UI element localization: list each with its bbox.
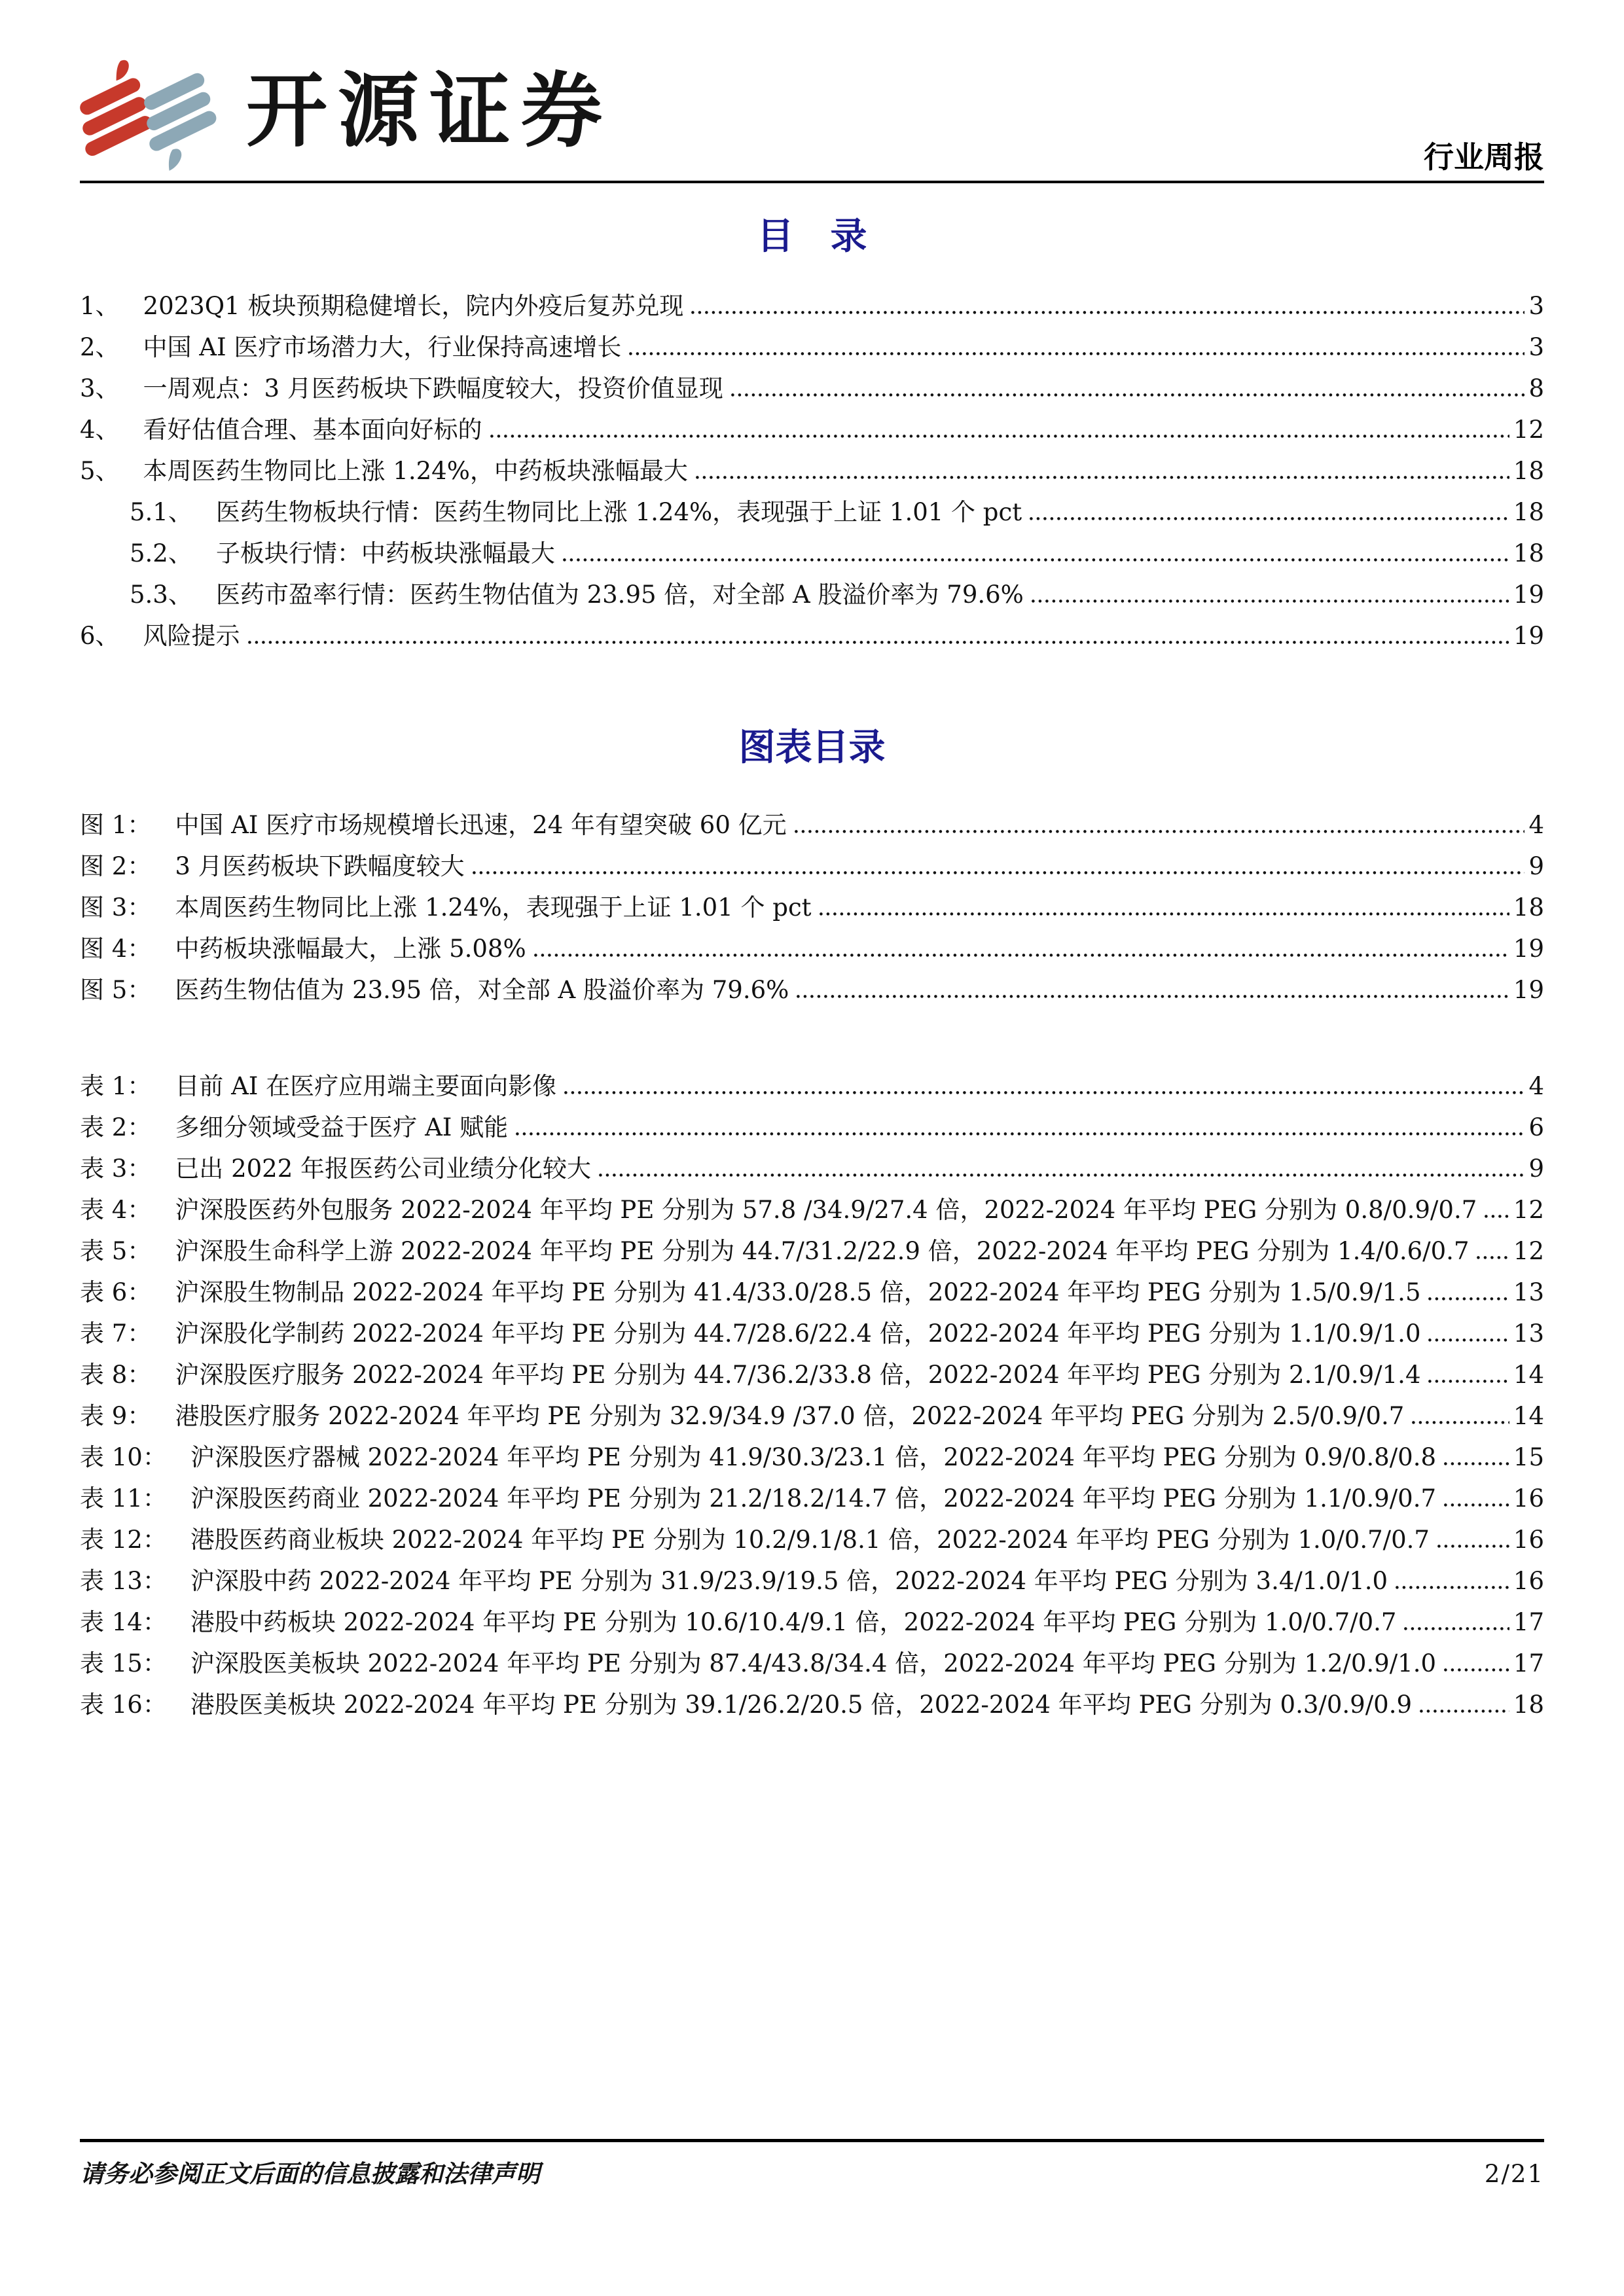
toc-entry[interactable] — [80, 804, 1544, 846]
dot-leader — [563, 558, 1509, 562]
entry-number: 图 4： — [80, 935, 152, 963]
dot-leader — [1412, 1421, 1509, 1424]
entry-number: 表 12： — [80, 1526, 167, 1554]
dot-leader — [1444, 1462, 1509, 1465]
entry-label: 医药生物估值为 23.95 倍，对全部 A 股溢价率为 79.6% — [175, 976, 789, 1004]
entry-number: 表 14： — [80, 1608, 167, 1636]
dot-leader — [691, 311, 1525, 314]
toc-entry[interactable] — [80, 928, 1544, 969]
toc-entry[interactable] — [80, 969, 1544, 1011]
entry-number: 5.2、 — [130, 539, 192, 567]
toc-entry[interactable] — [80, 615, 1544, 656]
figures-toc-list — [80, 804, 1544, 1011]
entry-page-number: 13 — [1513, 1319, 1544, 1348]
toc-entry[interactable] — [80, 533, 1544, 574]
dot-leader — [731, 393, 1525, 397]
dot-leader — [564, 1091, 1525, 1094]
toc-entry[interactable] — [80, 1478, 1544, 1519]
entry-number: 图 2： — [80, 852, 152, 880]
entry-number: 图 5： — [80, 976, 152, 1004]
dot-leader — [1437, 1545, 1509, 1548]
entry-page-number: 18 — [1513, 498, 1544, 526]
entry-page-number: 19 — [1513, 935, 1544, 963]
entry-page-number: 15 — [1513, 1443, 1544, 1471]
entry-label: 沪深股化学制药 2022-2024 年平均 PE 分别为 44.7/28.6/22.4 倍，2022-2024 年平均 PEG 分别为 1.1/0.9/1.0 — [175, 1319, 1421, 1348]
entry-page-number: 12 — [1513, 1196, 1544, 1224]
entry-label: 3 月医药板块下跌幅度较大 — [175, 852, 465, 880]
entry-page-number: 16 — [1513, 1526, 1544, 1554]
dot-leader — [1485, 1215, 1509, 1218]
entry-number: 6、 — [80, 622, 120, 650]
entry-number: 表 4： — [80, 1196, 152, 1224]
toc-entry[interactable] — [80, 368, 1544, 409]
entry-number: 表 15： — [80, 1649, 167, 1677]
page-header — [80, 0, 1544, 183]
entry-number: 表 8： — [80, 1361, 152, 1389]
dot-leader — [629, 352, 1525, 355]
dot-leader — [1404, 1627, 1509, 1630]
entry-page-number: 18 — [1513, 539, 1544, 567]
toc-entry[interactable] — [80, 1395, 1544, 1437]
entry-label: 港股医药商业板块 2022-2024 年平均 PE 分别为 10.2/9.1/8.1 倍，2022-2024 年平均 PEG 分别为 1.0/0.7/0.7 — [190, 1526, 1430, 1554]
toc-entry[interactable] — [80, 1602, 1544, 1643]
kaiyuan-securities-logo-icon — [80, 55, 219, 177]
entry-number: 5.3、 — [130, 581, 192, 609]
entry-page-number: 12 — [1513, 1237, 1544, 1265]
entry-page-number: 9 — [1528, 852, 1544, 880]
dot-leader — [1428, 1297, 1509, 1300]
dot-leader — [534, 954, 1509, 957]
dot-leader — [1444, 1503, 1509, 1507]
entry-page-number: 19 — [1513, 581, 1544, 609]
toc-title: 目 录 — [757, 215, 867, 258]
entry-page-number: 17 — [1513, 1608, 1544, 1636]
entry-page-number: 16 — [1513, 1484, 1544, 1513]
dot-leader — [797, 995, 1509, 998]
entry-number: 表 1： — [80, 1072, 152, 1100]
entry-label: 一周观点：3 月医药板块下跌幅度较大，投资价值显现 — [143, 374, 723, 403]
dot-leader — [1428, 1338, 1509, 1342]
page-footer — [80, 2139, 1544, 2189]
entry-label: 沪深股医疗器械 2022-2024 年平均 PE 分别为 41.9/30.3/23.1 倍，2022-2024 年平均 PEG 分别为 0.9/0.8/0.8 — [190, 1443, 1437, 1471]
entry-number: 5、 — [80, 457, 120, 485]
toc-entry[interactable] — [80, 285, 1544, 327]
toc-entry[interactable] — [80, 1313, 1544, 1354]
entry-label: 已出 2022 年报医药公司业绩分化较大 — [175, 1155, 591, 1183]
toc-entry[interactable] — [80, 1560, 1544, 1602]
entry-page-number: 4 — [1528, 1072, 1544, 1100]
dot-leader — [1477, 1256, 1509, 1259]
toc-entry[interactable] — [80, 1230, 1544, 1272]
toc-entry[interactable] — [80, 1107, 1544, 1148]
entry-label: 港股中药板块 2022-2024 年平均 PE 分别为 10.6/10.4/9.1 倍，2022-2024 年平均 PEG 分别为 1.0/0.7/0.7 — [190, 1608, 1397, 1636]
dot-leader — [1444, 1668, 1509, 1672]
dot-leader — [795, 830, 1525, 833]
dot-leader — [1396, 1586, 1509, 1589]
toc-entry[interactable] — [80, 1519, 1544, 1560]
toc-entry[interactable] — [80, 887, 1544, 928]
entry-number: 表 13： — [80, 1567, 167, 1595]
toc-entry[interactable] — [80, 1437, 1544, 1478]
entry-label: 沪深股医美板块 2022-2024 年平均 PE 分别为 87.4/43.8/34.4 倍，2022-2024 年平均 PEG 分别为 1.2/0.9/1.0 — [190, 1649, 1437, 1677]
entry-page-number: 16 — [1513, 1567, 1544, 1595]
entry-label: 港股医疗服务 2022-2024 年平均 PE 分别为 32.9/34.9 /37.0 倍，2022-2024 年平均 PEG 分别为 2.5/0.9/0.7 — [175, 1402, 1405, 1430]
entry-number: 表 6： — [80, 1278, 152, 1306]
entry-label: 中国 AI 医疗市场规模增长迅速，24 年有望突破 60 亿元 — [175, 811, 787, 839]
dot-leader — [1420, 1710, 1509, 1713]
dot-leader — [1032, 600, 1509, 603]
entry-page-number: 3 — [1528, 292, 1544, 320]
entry-label: 2023Q1 板块预期稳健增长，院内外疫后复苏兑现 — [143, 292, 684, 320]
page-number-indicator: 2/21 — [1484, 2160, 1544, 2188]
report-type-label: 行业周报 — [1424, 139, 1544, 175]
dot-leader — [599, 1174, 1525, 1177]
entry-page-number: 14 — [1513, 1402, 1544, 1430]
toc-entry[interactable] — [80, 574, 1544, 615]
entry-label: 沪深股医药商业 2022-2024 年平均 PE 分别为 21.2/18.2/14.7 倍，2022-2024 年平均 PEG 分别为 1.1/0.9/0.7 — [190, 1484, 1437, 1513]
entry-label: 本周医药生物同比上涨 1.24%，表现强于上证 1.01 个 pct — [175, 893, 812, 922]
footer-disclaimer: 请务必参阅正文后面的信息披露和法律声明 — [80, 2159, 540, 2188]
entry-label: 子板块行情：中药板块涨幅最大 — [215, 539, 555, 567]
toc-entry[interactable] — [80, 327, 1544, 368]
entry-page-number: 19 — [1513, 976, 1544, 1004]
tables-toc-list — [80, 1066, 1544, 1725]
entry-label: 看好估值合理、基本面向好标的 — [143, 416, 482, 444]
entry-page-number: 18 — [1513, 1691, 1544, 1719]
toc-entry[interactable] — [80, 1272, 1544, 1313]
entry-label: 沪深股医疗服务 2022-2024 年平均 PE 分别为 44.7/36.2/33.8 倍，2022-2024 年平均 PEG 分别为 2.1/0.9/1.4 — [175, 1361, 1421, 1389]
toc-entry[interactable] — [80, 1643, 1544, 1684]
entry-label: 医药市盈率行情：医药生物估值为 23.95 倍，对全部 A 股溢价率为 79.6% — [215, 581, 1024, 609]
entry-label: 目前 AI 在医疗应用端主要面向影像 — [175, 1072, 557, 1100]
entry-label: 沪深股生命科学上游 2022-2024 年平均 PE 分别为 44.7/31.2/22.9 倍，2022-2024 年平均 PEG 分别为 1.4/0.6/0.7 — [175, 1237, 1470, 1265]
toc-entry[interactable] — [80, 1354, 1544, 1395]
entry-number: 表 2： — [80, 1113, 152, 1141]
entry-page-number: 9 — [1528, 1155, 1544, 1183]
entry-page-number: 18 — [1513, 457, 1544, 485]
entry-number: 2、 — [80, 333, 120, 361]
entry-page-number: 13 — [1513, 1278, 1544, 1306]
dot-leader — [248, 641, 1509, 644]
entry-page-number: 3 — [1528, 333, 1544, 361]
entry-page-number: 4 — [1528, 811, 1544, 839]
entry-label: 中药板块涨幅最大，上涨 5.08% — [175, 935, 526, 963]
toc-entry[interactable] — [80, 846, 1544, 887]
entry-number: 表 7： — [80, 1319, 152, 1348]
entry-number: 1、 — [80, 292, 120, 320]
dot-leader — [820, 912, 1509, 916]
logo-wordmark: 开源证券 — [246, 64, 613, 158]
toc-entry[interactable] — [80, 1189, 1544, 1230]
entry-label: 风险提示 — [143, 622, 240, 650]
entry-number: 表 10： — [80, 1443, 167, 1471]
entry-number: 4、 — [80, 416, 120, 444]
dot-leader — [490, 435, 1509, 438]
entry-number: 3、 — [80, 374, 120, 403]
dot-leader — [696, 476, 1509, 479]
brand-logo — [80, 55, 613, 177]
entry-page-number: 19 — [1513, 622, 1544, 650]
chart-toc-title: 图表目录 — [738, 726, 886, 769]
entry-label: 医药生物板块行情：医药生物同比上涨 1.24%，表现强于上证 1.01 个 pct — [215, 498, 1022, 526]
dot-leader — [473, 871, 1525, 874]
entry-page-number: 8 — [1528, 374, 1544, 403]
entry-label: 港股医美板块 2022-2024 年平均 PE 分别为 39.1/26.2/20.5 倍，2022-2024 年平均 PEG 分别为 0.3/0.9/0.9 — [190, 1691, 1413, 1719]
dot-leader — [1428, 1380, 1509, 1383]
toc-entry[interactable] — [80, 492, 1544, 533]
entry-page-number: 14 — [1513, 1361, 1544, 1389]
entry-label: 沪深股中药 2022-2024 年平均 PE 分别为 31.9/23.9/19.5 倍，2022-2024 年平均 PEG 分别为 3.4/1.0/1.0 — [190, 1567, 1388, 1595]
toc-entry[interactable] — [80, 1066, 1544, 1107]
entry-page-number: 12 — [1513, 416, 1544, 444]
entry-page-number: 18 — [1513, 893, 1544, 922]
dot-leader — [516, 1132, 1525, 1136]
entry-page-number: 17 — [1513, 1649, 1544, 1677]
entry-number: 表 9： — [80, 1402, 152, 1430]
entry-number: 表 11： — [80, 1484, 167, 1513]
toc-list — [80, 285, 1544, 656]
entry-number: 表 3： — [80, 1155, 152, 1183]
entry-number: 5.1、 — [130, 498, 192, 526]
entry-label: 沪深股医药外包服务 2022-2024 年平均 PE 分别为 57.8 /34.9/27.4 倍，2022-2024 年平均 PEG 分别为 0.8/0.9/0.7 — [175, 1196, 1477, 1224]
entry-number: 表 16： — [80, 1691, 167, 1719]
entry-number: 图 3： — [80, 893, 152, 922]
entry-label: 沪深股生物制品 2022-2024 年平均 PE 分别为 41.4/33.0/28.5 倍，2022-2024 年平均 PEG 分别为 1.5/0.9/1.5 — [175, 1278, 1421, 1306]
toc-entry[interactable] — [80, 450, 1544, 492]
entry-page-number: 6 — [1528, 1113, 1544, 1141]
toc-entry[interactable] — [80, 409, 1544, 450]
toc-entry[interactable] — [80, 1148, 1544, 1189]
entry-label: 中国 AI 医疗市场潜力大，行业保持高速增长 — [143, 333, 622, 361]
entry-number: 图 1： — [80, 811, 152, 839]
entry-label: 多细分领域受益于医疗 AI 赋能 — [175, 1113, 509, 1141]
entry-number: 表 5： — [80, 1237, 152, 1265]
toc-entry[interactable] — [80, 1684, 1544, 1725]
dot-leader — [1030, 517, 1509, 520]
entry-label: 本周医药生物同比上涨 1.24%，中药板块涨幅最大 — [143, 457, 688, 485]
